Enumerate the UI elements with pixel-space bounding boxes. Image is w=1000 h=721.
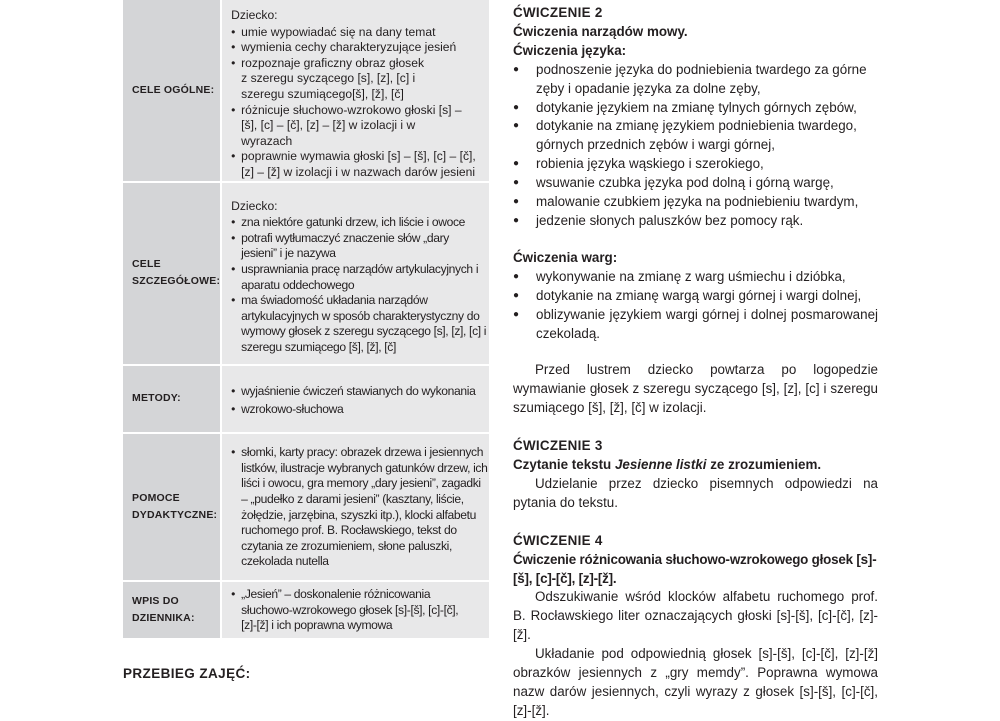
exercises-column (513, 4, 878, 721)
row-intro: Dziecko: (231, 198, 278, 213)
table-row (123, 581, 489, 639)
list-item: ● wykonywanie na zmianę z warg uśmiechu i dzióbka, (513, 268, 878, 287)
row-content (221, 0, 489, 182)
exercise-4-heading: ĆWICZENIE 4 (513, 532, 603, 548)
row-content (221, 182, 489, 365)
list-item: ● dotykanie na zmianę językiem podniebienia twardego, górnych przednich zębów i wargi górnej, (513, 117, 878, 155)
list-item: • umie wypowiadać się na dany temat (231, 25, 489, 41)
list-item: • wymienia cechy charakteryzujące jesień (231, 40, 489, 56)
table-row (123, 0, 489, 182)
row-label: CELE SZCZEGÓŁOWE: (123, 182, 221, 365)
tongue-exercises-title: Ćwiczenia języka: (513, 42, 627, 58)
list-item: • słomki, karty pracy: obrazek drzewa i jesiennych listków, ilustracje wybranych gatunków drzew, ich liści i owocu, gra memory „dary jesieni”, zagadki – „pudełko z darami jesieni” (kasztany, liście, żołędzie, jarzębina, szyszki itp.), klocki alfabetu ruchomego prof. B. Rocławskiego, tekst do czytania ze zrozumieniem, słone paluszki, czekolada nutella (231, 445, 489, 570)
exercise-3-title: Czytanie tekstu Jesienne listki ze zrozumieniem. (513, 457, 822, 473)
exercise-4-paragraph-2: Układanie pod odpowiednią głosek [s]-[š], [c]-[č], [z]-[ž] obrazków jesiennych z „gry memdy”. Poprawna wymowa nazw darów jesiennych, czyli wyrazy z głosek [s]-[š], [c]-[č], [z]-[ž]. (513, 646, 878, 718)
row-label: METODY: (123, 365, 221, 433)
list-item: ● robienia języka wąskiego i szerokiego, (513, 155, 878, 174)
list-item: • usprawniania pracę narządów artykulacyjnych i aparatu oddechowego (231, 262, 486, 293)
list-item: • potrafi wytłumaczyć znaczenie słów „dary jesieni” i je nazywa (231, 231, 481, 262)
list-item: • poprawnie wymawia głoski [s] – [š], [c] – [č], [z] – [ž] w izolacji i w nazwach darów jesieni (231, 149, 486, 180)
row-content (221, 365, 489, 433)
exercise-3-text: Udzielanie przez dziecko pisemnych odpowiedzi na pytania do tekstu. (513, 475, 878, 510)
exercise-3-heading: ĆWICZENIE 3 (513, 438, 603, 454)
lip-exercises-title: Ćwiczenia warg: (513, 249, 618, 265)
row-intro: Dziecko: (231, 8, 278, 22)
list-item: • wzrokowo-słuchowa (231, 400, 489, 418)
exercise-4-paragraph-1: Odszukiwanie wśród klocków alfabetu ruchomego prof. B. Rocławskiego liter oznaczających głoski [s]-[š], [c]-[č], [z]-[ž]. (513, 589, 878, 643)
list-item: ● jedzenie słonych paluszków bez pomocy rąk. (513, 212, 878, 231)
list-item: • różnicuje słuchowo-wzrokowo głoski [s] – [š], [c] – [č], [z] – [ž] w izolacji i w wyrazach (231, 103, 466, 150)
list-item: ● malowanie czubkiem języka na podniebieniu twardym, (513, 193, 878, 212)
lesson-plan-table (123, 0, 489, 640)
row-label: POMOCE DYDAKTYCZNE: (123, 433, 221, 581)
tongue-exercises-list (513, 61, 878, 231)
row-label: CELE OGÓLNE: (123, 0, 221, 182)
table-row (123, 365, 489, 433)
row-label: WPIS DO DZIENNIKA: (123, 581, 221, 639)
row-content (221, 433, 489, 581)
exercise-2-title: Ćwiczenia narządów mowy. (513, 23, 688, 39)
list-item: ● wsuwanie czubka języka pod dolną i górną wargę, (513, 174, 878, 193)
table-row (123, 433, 489, 581)
list-item: • rozpoznaje graficzny obraz głosek z szeregu syczącego [s], [z], [c] i szeregu szumiącego[š], [ž], [č] (231, 56, 431, 103)
mirror-paragraph: Przed lustrem dziecko powtarza po logopedzie wymawianie głosek z szeregu syczącego [s], [z], [c] i szeregu szumiącego [š], [ž], [č] w izolacji. (513, 362, 878, 416)
list-item: ● oblizywanie językiem wargi górnej i dolnej posmarowanej czekoladą. (513, 306, 878, 344)
table-row (123, 182, 489, 365)
row-content (221, 581, 489, 639)
list-item: ● dotykanie językiem na zmianę tylnych górnych zębów, (513, 99, 878, 118)
list-item: • „Jesień” – doskonalenie różnicowania słuchowo-wzrokowego głosek [s]-[š], [c]-[č], [z]-[ž] i ich poprawna wymowa (231, 587, 476, 634)
section-heading-przebieg: PRZEBIEG ZAJĘĆ: (123, 666, 251, 681)
exercise-4-title: Ćwiczenie różnicowania słuchowo-wzrokowego głosek [s]-[š], [c]-[č], [z]-[ž]. (513, 551, 877, 586)
list-item: ● podnoszenie języka do podniebienia twardego za górne zęby i opadanie języka za dolne zęby, (513, 61, 878, 99)
lip-exercises-list (513, 268, 878, 344)
list-item: • wyjaśnienie ćwiczeń stawianych do wykonania (231, 382, 489, 400)
list-item: • zna niektóre gatunki drzew, ich liście i owoce (231, 215, 489, 231)
list-item: • ma świadomość układania narządów artykulacyjnych w sposób charakterystyczny do wymowy głosek z szeregu syczącego [s], [z], [c] i szeregu szumiącego [š], [ž], [č] (231, 293, 486, 355)
exercise-2-heading: ĆWICZENIE 2 (513, 5, 603, 20)
list-item: ● dotykanie na zmianę wargą wargi górnej i wargi dolnej, (513, 287, 878, 306)
